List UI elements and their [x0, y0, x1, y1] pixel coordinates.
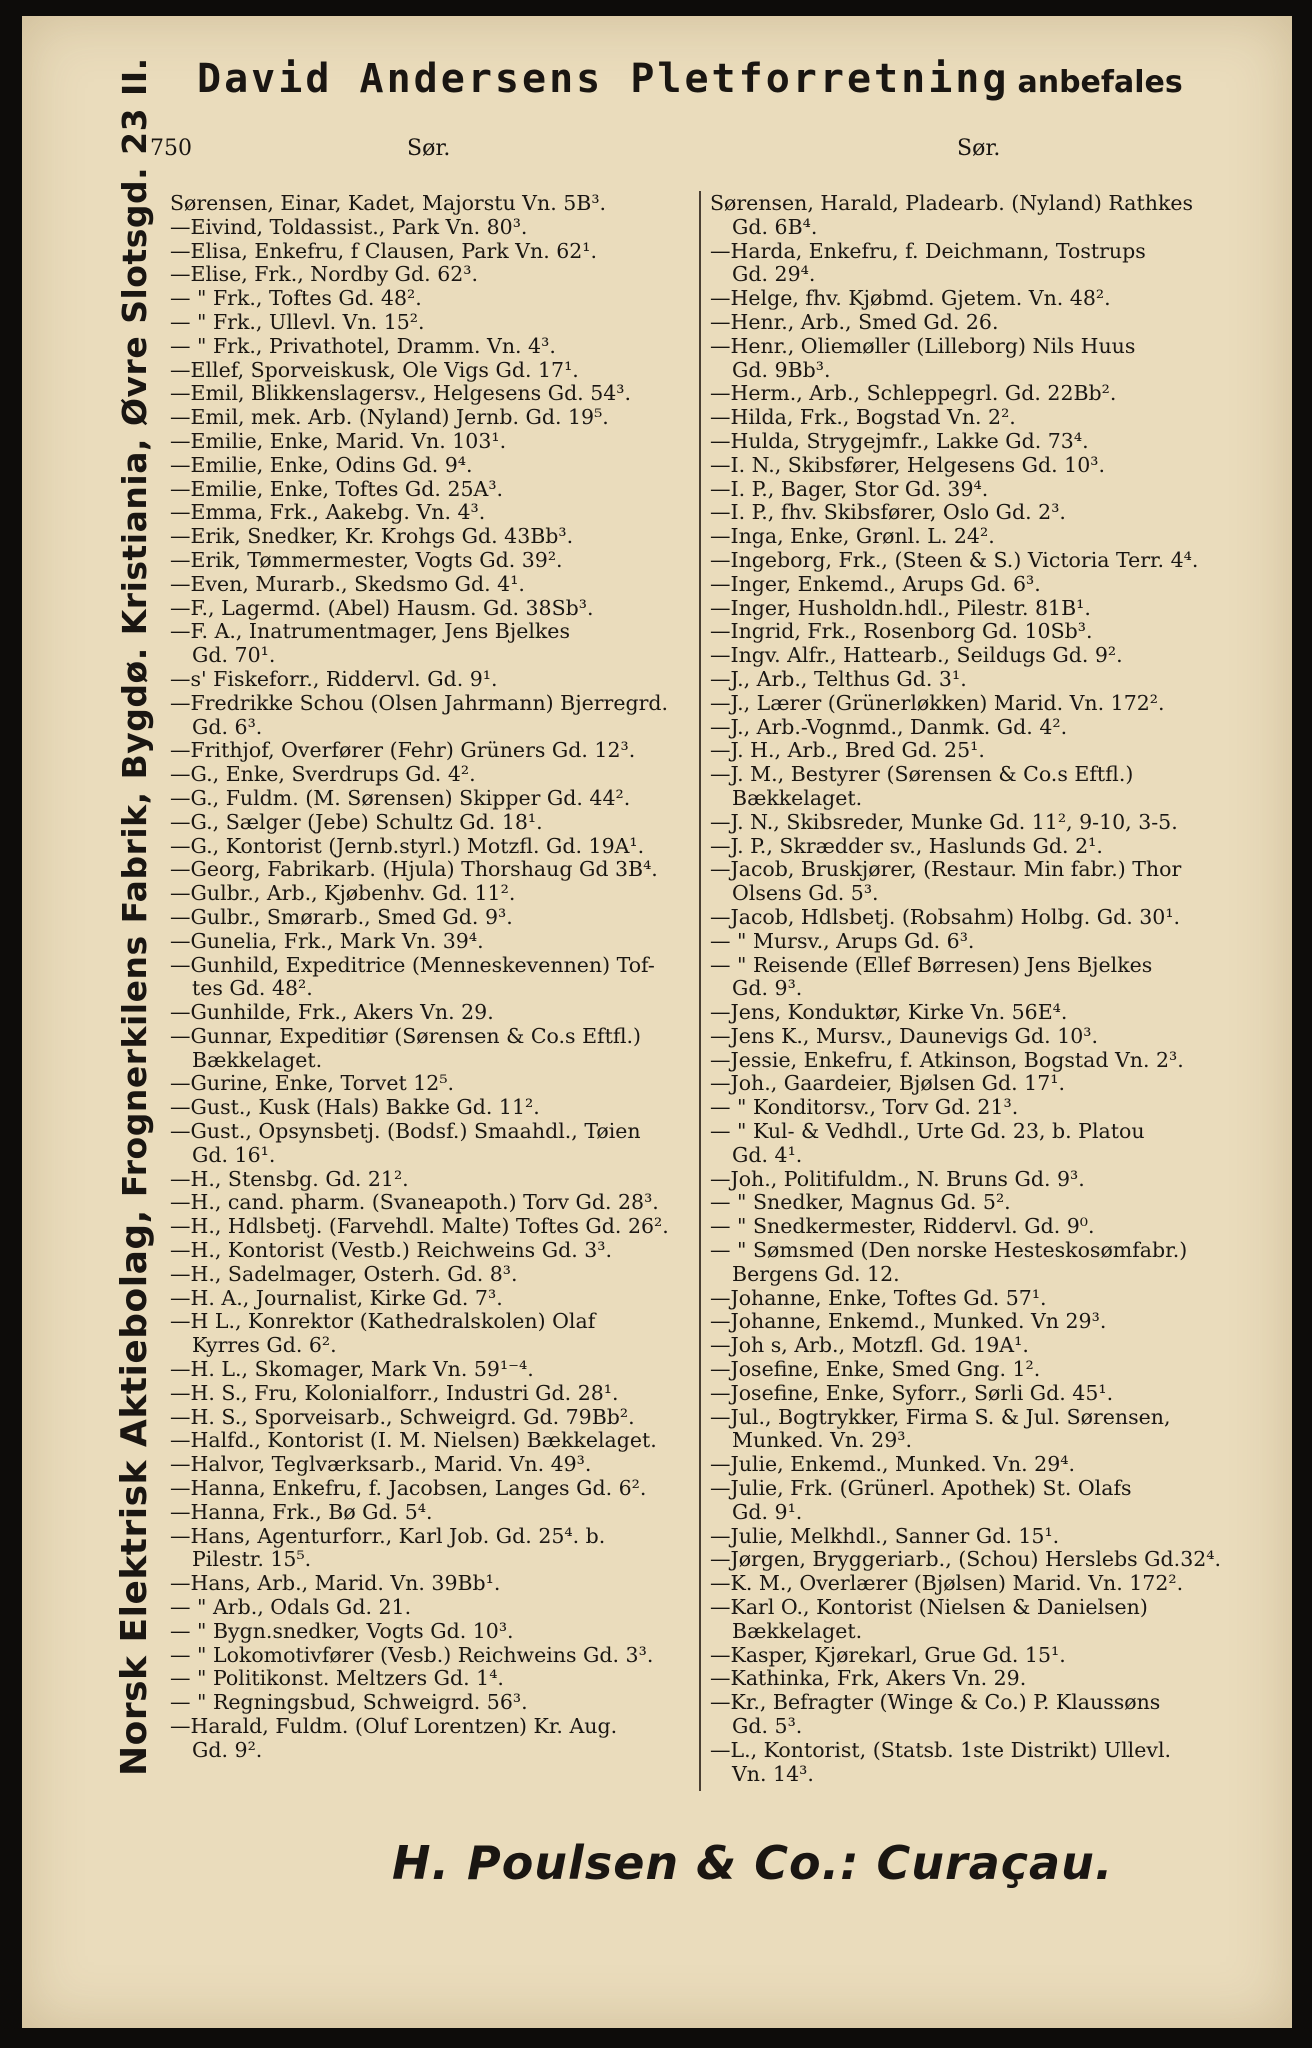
entry-line: — " Snedker, Magnus Gd. 5². [710, 1190, 1011, 1215]
directory-entry [170, 525, 690, 549]
entry-line: —J., Lærer (Grünerløkken) Marid. Vn. 172². [710, 690, 1165, 715]
entry-line: —I. P., Bager, Stor Gd. 39⁴. [710, 476, 989, 501]
top-advert-banner [197, 56, 1237, 102]
entry-line: —Kathinka, Frk, Akers Vn. 29. [710, 1666, 1027, 1691]
side-advert [114, 57, 155, 1776]
entry-line: —Jul., Bogtrykker, Firma S. & Jul. Sørensen, [710, 1404, 1171, 1429]
directory-entry [170, 858, 690, 882]
directory-entry [710, 1358, 1262, 1382]
entry-line: —Hilda, Frk., Bogstad Vn. 2². [710, 405, 1016, 430]
directory-entry [170, 1453, 690, 1477]
side-advert-bold: Norsk Elektrisk Aktiebolag, [114, 1209, 155, 1776]
top-advert-main: David Andersens Pletforretning [197, 56, 1010, 102]
directory-entry [710, 692, 1262, 716]
directory-entry [710, 430, 1262, 454]
directory-entry [710, 763, 1262, 811]
entry-line: —Gunhild, Expeditrice (Menneskevennen) Tof- [170, 952, 655, 977]
entry-line: —J. M., Bestyrer (Sørensen & Co.s Eftfl.) [710, 762, 1134, 787]
entry-line: —F., Lagermd. (Abel) Hausm. Gd. 38Sb³. [170, 595, 594, 620]
directory-entry [170, 1096, 690, 1120]
entry-line: —Jens K., Mursv., Daunevigs Gd. 10³. [710, 1023, 1099, 1048]
directory-entry [170, 1215, 690, 1239]
entry-line: —Josefine, Enke, Syforr., Sørli Gd. 45¹. [710, 1380, 1114, 1405]
entry-line: —Kr., Befragter (Winge & Co.) P. Klaussøns [710, 1690, 1161, 1715]
directory-entry [170, 1120, 690, 1168]
entry-continuation: Bækkelaget. [192, 1047, 323, 1072]
entry-line: —Harda, Enkefru, f. Deichmann, Tostrups [710, 238, 1146, 263]
directory-entry [170, 1358, 690, 1382]
entry-continuation: Bækkelaget. [732, 785, 863, 810]
directory-entry [710, 1168, 1262, 1192]
entry-line: —Jessie, Enkefru, f. Atkinson, Bogstad Vn. 2³. [710, 1047, 1184, 1072]
directory-entry [710, 716, 1262, 740]
directory-entry [710, 1310, 1262, 1334]
entry-line: —Jørgen, Bryggeriarb., (Schou) Herslebs Gd.32⁴. [710, 1547, 1222, 1572]
right-column [710, 192, 1262, 1786]
entry-line: —Hans, Arb., Marid. Vn. 39Bb¹. [170, 1571, 501, 1596]
directory-entry [710, 1691, 1262, 1739]
entry-line: —Henr., Oliemøller (Lilleborg) Nils Huus [710, 333, 1136, 358]
entry-line: —Gust., Kusk (Hals) Bakke Gd. 11². [170, 1095, 540, 1120]
directory-entry [170, 1001, 690, 1025]
entry-line: —Johanne, Enke, Toftes Gd. 57¹. [710, 1285, 1047, 1310]
directory-entry [170, 668, 690, 692]
entry-line: —Hulda, Strygejmfr., Lakke Gd. 73⁴. [710, 428, 1089, 453]
directory-entry [710, 240, 1262, 288]
entry-line: —H. A., Journalist, Kirke Gd. 7³. [170, 1285, 503, 1310]
entry-line: —Emil, Blikkenslagersv., Helgesens Gd. 54³. [170, 381, 632, 406]
left-column-heading: Sør. [407, 136, 451, 161]
directory-entry [710, 1215, 1262, 1239]
directory-entry [170, 1072, 690, 1096]
entry-line: —Hans, Agenturforr., Karl Job. Gd. 25⁴. b. [170, 1523, 606, 1548]
directory-entry [710, 1239, 1262, 1287]
directory-entry [170, 739, 690, 763]
directory-entry [710, 311, 1262, 335]
entry-line: —L., Kontorist, (Statsb. 1ste Distrikt) Ullevl. [710, 1737, 1172, 1762]
entry-line: —H L., Konrektor (Kathedralskolen) Olaf [170, 1309, 596, 1334]
entry-continuation: Gd. 70¹. [192, 643, 276, 668]
directory-entry [710, 1096, 1262, 1120]
directory-entry [710, 1477, 1262, 1525]
directory-entry [170, 311, 690, 335]
directory-entry [170, 906, 690, 930]
entry-line: —J., Arb.-Vognmd., Danmk. Gd. 4². [710, 714, 1068, 739]
entry-line: —H. S., Fru, Kolonialforr., Industri Gd. 28¹. [170, 1380, 619, 1405]
directory-entry [170, 454, 690, 478]
directory-entry [710, 1072, 1262, 1096]
entry-continuation: Gd. 6³. [192, 714, 263, 739]
entry-continuation: Gd. 9². [192, 1737, 263, 1762]
directory-entry [710, 1406, 1262, 1454]
directory-entry [170, 1477, 690, 1501]
entry-line: —I. P., fhv. Skibsfører, Oslo Gd. 2³. [710, 500, 1066, 525]
directory-entry [710, 1453, 1262, 1477]
entry-line: —H., Hdlsbetj. (Farvehdl. Malte) Toftes Gd. 26². [170, 1214, 669, 1239]
entry-line: —Ingeborg, Frk., (Steen & S.) Victoria Terr. 4⁴. [710, 547, 1199, 572]
entry-line: —Jacob, Hdlsbetj. (Robsahm) Holbg. Gd. 30¹. [710, 904, 1181, 929]
entry-line: — " Konditorsv., Torv Gd. 21³. [710, 1095, 1019, 1120]
entry-continuation: Gd. 4¹. [732, 1142, 803, 1167]
directory-entry [170, 1644, 690, 1668]
directory-entry [170, 811, 690, 835]
directory-page [22, 16, 1292, 2028]
entry-line: —Fredrikke Schou (Olsen Jahrmann) Bjerregrd. [170, 690, 669, 715]
entry-continuation: Bækkelaget. [732, 1618, 863, 1643]
directory-entry [710, 668, 1262, 692]
entry-continuation: Olsens Gd. 5³. [732, 881, 879, 906]
directory-entry [170, 930, 690, 954]
entry-line: —Julie, Melkhdl., Sanner Gd. 15¹. [710, 1523, 1060, 1548]
directory-entry [170, 406, 690, 430]
entry-line: — " Lokomotivfører (Vesb.) Reichweins Gd. 3³. [170, 1642, 654, 1667]
directory-entry [170, 1382, 690, 1406]
entry-line: —Henr., Arb., Smed Gd. 26. [710, 309, 999, 334]
directory-entry [710, 1287, 1262, 1311]
entry-continuation: Gd. 9¹. [732, 1499, 803, 1524]
top-advert-tail: anbefales [1017, 65, 1183, 100]
directory-entry [170, 787, 690, 811]
directory-entry [170, 1501, 690, 1525]
directory-entry [170, 1715, 690, 1763]
directory-entry [710, 811, 1262, 835]
entry-line: —Emilie, Enke, Odins Gd. 9⁴. [170, 452, 473, 477]
directory-entry [710, 858, 1262, 906]
entry-continuation: Bergens Gd. 12. [732, 1261, 900, 1286]
entry-line: —Ellef, Sporveiskusk, Ole Vigs Gd. 17¹. [170, 357, 579, 382]
entry-line: —Inger, Enkemd., Arups Gd. 6³. [710, 571, 1041, 596]
entry-line: —Gulbr., Smørarb., Smed Gd. 9³. [170, 904, 513, 929]
entry-continuation: Gd. 16¹. [192, 1142, 276, 1167]
directory-entry [710, 501, 1262, 525]
entry-line: —Gulbr., Arb., Kjøbenhv. Gd. 11². [170, 881, 516, 906]
directory-entry [710, 597, 1262, 621]
entry-line: —Hanna, Frk., Bø Gd. 5⁴. [170, 1499, 433, 1524]
entry-line: — " Regningsbud, Schweigrd. 56³. [170, 1690, 528, 1715]
entry-line: —G., Enke, Sverdrups Gd. 4². [170, 762, 476, 787]
entry-line: —G., Fuldm. (M. Sørensen) Skipper Gd. 44². [170, 785, 631, 810]
entry-line: —Josefine, Enke, Smed Gng. 1². [710, 1357, 1041, 1382]
side-advert-rest: Frognerkilens Fabrik, Bygdø. Kristiania, Øvre Slotsgd. 23 II. [115, 57, 154, 1210]
directory-entry [170, 763, 690, 787]
directory-entry [170, 1596, 690, 1620]
entry-line: — " Frk., Privathotel, Dramm. Vn. 4³. [170, 333, 556, 358]
entry-continuation: Munked. Vn. 29³. [732, 1428, 912, 1453]
entry-line: —Julie, Enkemd., Munked. Vn. 29⁴. [710, 1452, 1075, 1477]
entry-line: —Joh., Gaardeier, Bjølsen Gd. 17¹. [710, 1071, 1065, 1096]
directory-entry [710, 1572, 1262, 1596]
directory-entry [710, 835, 1262, 859]
directory-entry [170, 1572, 690, 1596]
entry-line: —H. S., Sporveisarb., Schweigrd. Gd. 79Bb². [170, 1404, 635, 1429]
entry-line: —G., Sælger (Jebe) Schultz Gd. 18¹. [170, 809, 543, 834]
directory-entry [170, 573, 690, 597]
directory-entry [170, 1025, 690, 1073]
directory-entry [710, 1667, 1262, 1691]
directory-entry [170, 1525, 690, 1573]
entry-line: —K. M., Overlærer (Bjølsen) Marid. Vn. 172². [710, 1571, 1184, 1596]
bottom-advert-banner: H. Poulsen & Co.: Curaçau. [392, 1836, 1114, 1890]
entry-line: —Erik, Tømmermester, Vogts Gd. 39². [170, 547, 563, 572]
entry-line: —J., Arb., Telthus Gd. 3¹. [710, 666, 967, 691]
directory-entry [710, 1596, 1262, 1644]
entry-line: —Ingv. Alfr., Hattearb., Seildugs Gd. 9². [710, 643, 1123, 668]
directory-entry [170, 335, 690, 359]
entry-line: Sørensen, Harald, Pladearb. (Nyland) Rathkes [710, 192, 1194, 215]
entry-line: —H., Sadelmager, Osterh. Gd. 8³. [170, 1261, 518, 1286]
directory-entry [710, 1548, 1262, 1572]
entry-line: —Gurine, Enke, Torvet 12⁵. [170, 1071, 455, 1096]
directory-entry [710, 954, 1262, 1002]
directory-entry [710, 1382, 1262, 1406]
directory-entry [170, 216, 690, 240]
entry-line: —Gunhilde, Frk., Akers Vn. 29. [170, 1000, 494, 1025]
directory-entry [710, 287, 1262, 311]
directory-entry [170, 382, 690, 406]
entry-line: — " Reisende (Ellef Børresen) Jens Bjelkes [710, 952, 1153, 977]
entry-line: —Emilie, Enke, Toftes Gd. 25A³. [170, 476, 504, 501]
entry-line: —Erik, Snedker, Kr. Krohgs Gd. 43Bb³. [170, 524, 574, 549]
entry-line: — " Bygn.snedker, Vogts Gd. 10³. [170, 1618, 514, 1643]
entry-continuation: Gd. 29⁴. [732, 262, 816, 287]
directory-entry [170, 835, 690, 859]
entry-line: —Eivind, Toldassist., Park Vn. 80³. [170, 214, 528, 239]
directory-entry [710, 335, 1262, 383]
directory-entry [710, 1049, 1262, 1073]
entry-line: —Elisa, Enkefru, f Clausen, Park Vn. 62¹. [170, 238, 598, 263]
entry-line: — " Frk., Toftes Gd. 48². [170, 286, 422, 311]
directory-entry [170, 1429, 690, 1453]
directory-entry [170, 597, 690, 621]
directory-entry [170, 549, 690, 573]
directory-entry [170, 1239, 690, 1263]
directory-entry [710, 573, 1262, 597]
entry-line: —J. H., Arb., Bred Gd. 25¹. [710, 738, 985, 763]
entry-line: —Jens, Konduktør, Kirke Vn. 56E⁴. [710, 1000, 1068, 1025]
directory-entry [170, 192, 690, 216]
entry-line: —Gust., Opsynsbetj. (Bodsf.) Smaahdl., Tøien [170, 1119, 641, 1144]
entry-line: — " Frk., Ullevl. Vn. 15². [170, 309, 425, 334]
directory-entry [710, 1191, 1262, 1215]
entry-line: —J. P., Skrædder sv., Haslunds Gd. 2¹. [710, 833, 1103, 858]
directory-entry [710, 1525, 1262, 1549]
entry-line: —Inger, Husholdn.hdl., Pilestr. 81B¹. [710, 595, 1091, 620]
directory-entry [710, 478, 1262, 502]
directory-entry [710, 739, 1262, 763]
entry-line: —Gunnar, Expeditiør (Sørensen & Co.s Eftfl.) [170, 1023, 642, 1048]
directory-entry [170, 1406, 690, 1430]
entry-line: —Karl O., Kontorist (Nielsen & Danielsen) [710, 1595, 1148, 1620]
directory-entry [710, 549, 1262, 573]
entry-line: —Hanna, Enkefru, f. Jacobsen, Langes Gd. 6². [170, 1476, 647, 1501]
entry-line: — " Politikonst. Meltzers Gd. 1⁴. [170, 1666, 504, 1691]
entry-line: —s' Fiskeforr., Riddervl. Gd. 9¹. [170, 666, 498, 691]
directory-entry [170, 287, 690, 311]
entry-line: —Emil, mek. Arb. (Nyland) Jernb. Gd. 19⁵. [170, 405, 609, 430]
entry-line: —Emilie, Enke, Marid. Vn. 103¹. [170, 428, 507, 453]
entry-line: — " Snedkermester, Riddervl. Gd. 9⁰. [710, 1214, 1095, 1239]
entry-continuation: Vn. 14³. [732, 1761, 814, 1786]
directory-entry [710, 906, 1262, 930]
directory-entry [710, 406, 1262, 430]
entry-continuation: tes Gd. 48². [192, 976, 313, 1001]
directory-entry [170, 1667, 690, 1691]
directory-entry [170, 1191, 690, 1215]
directory-entry [170, 1310, 690, 1358]
directory-entry [170, 1620, 690, 1644]
entry-continuation: Gd. 9Bb³. [732, 357, 831, 382]
entry-line: —I. N., Skibsfører, Helgesens Gd. 10³. [710, 452, 1105, 477]
directory-entry [170, 478, 690, 502]
entry-line: —Herm., Arb., Schleppegrl. Gd. 22Bb². [710, 381, 1117, 406]
entry-line: —H., cand. pharm. (Svaneapoth.) Torv Gd. 28³. [170, 1190, 659, 1215]
entry-line: —Joh s, Arb., Motzfl. Gd. 19A¹. [710, 1333, 1029, 1358]
directory-entry [710, 1001, 1262, 1025]
directory-entry [710, 382, 1262, 406]
entry-line: —Johanne, Enkemd., Munked. Vn 29³. [710, 1309, 1107, 1334]
entry-line: —G., Kontorist (Jernb.styrl.) Motzfl. Gd. 19A¹. [170, 833, 645, 858]
directory-entry [170, 501, 690, 525]
entry-line: —H. L., Skomager, Mark Vn. 59¹⁻⁴. [170, 1357, 534, 1382]
page-number: 750 [150, 136, 192, 161]
directory-entry [710, 1739, 1262, 1787]
directory-entry [710, 1644, 1262, 1668]
entry-line: —Emma, Frk., Aakebg. Vn. 4³. [170, 500, 486, 525]
entry-line: —Georg, Fabrikarb. (Hjula) Thorshaug Gd 3B⁴. [170, 857, 658, 882]
directory-entry [170, 1691, 690, 1715]
entry-line: — " Kul- & Vedhdl., Urte Gd. 23, b. Platou [710, 1119, 1145, 1144]
directory-entry [170, 240, 690, 264]
right-column-heading: Sør. [957, 136, 1001, 161]
entry-line: —Ingrid, Frk., Rosenborg Gd. 10Sb³. [710, 619, 1093, 644]
entry-line: —H., Stensbg. Gd. 21². [170, 1166, 409, 1191]
directory-entry [170, 1287, 690, 1311]
directory-entry [170, 692, 690, 740]
entry-line: —Frithjof, Overfører (Fehr) Grüners Gd. 12³. [170, 738, 636, 763]
directory-entry [710, 1025, 1262, 1049]
entry-line: —Joh., Politifuldm., N. Bruns Gd. 9³. [710, 1166, 1085, 1191]
entry-line: —Gunelia, Frk., Mark Vn. 39⁴. [170, 928, 484, 953]
directory-entry [710, 930, 1262, 954]
entry-line: — " Mursv., Arups Gd. 6³. [710, 928, 975, 953]
directory-entry [710, 192, 1262, 240]
entry-continuation: Gd. 5³. [732, 1714, 803, 1738]
entry-line: —Even, Murarb., Skedsmo Gd. 4¹. [170, 571, 525, 596]
entry-line: —H., Kontorist (Vestb.) Reichweins Gd. 3³. [170, 1238, 613, 1263]
directory-entry [170, 620, 690, 668]
directory-entry [710, 620, 1262, 644]
entry-line: — " Arb., Odals Gd. 21. [170, 1595, 412, 1620]
entry-continuation: Pilestr. 15⁵. [192, 1547, 312, 1572]
directory-entry [170, 954, 690, 1002]
entry-line: —Kasper, Kjørekarl, Grue Gd. 15¹. [710, 1642, 1066, 1667]
entry-line: Sørensen, Einar, Kadet, Majorstu Vn. 5B³. [170, 192, 607, 215]
entry-line: — " Sømsmed (Den norske Hesteskosømfabr.) [710, 1238, 1188, 1263]
directory-entry [170, 882, 690, 906]
directory-entry [710, 1120, 1262, 1168]
entry-continuation: Gd. 9³. [732, 976, 803, 1001]
directory-entry [710, 1334, 1262, 1358]
directory-entry [170, 1168, 690, 1192]
entry-line: —Jacob, Bruskjører, (Restaur. Min fabr.) Thor [710, 857, 1182, 882]
entry-line: —Julie, Frk. (Grünerl. Apothek) St. Olafs [710, 1476, 1132, 1501]
directory-entry [170, 263, 690, 287]
entry-line: —Helge, fhv. Kjøbmd. Gjetem. Vn. 48². [710, 286, 1111, 311]
directory-entry [170, 359, 690, 383]
entry-continuation: Gd. 6B⁴. [732, 214, 818, 239]
entry-line: —Halvor, Teglværksarb., Marid. Vn. 49³. [170, 1452, 592, 1477]
directory-entry [170, 1263, 690, 1287]
directory-entry [710, 525, 1262, 549]
entry-line: —J. N., Skibsreder, Munke Gd. 11², 9-10, 3-5. [710, 809, 1178, 834]
directory-entry [710, 644, 1262, 668]
entry-continuation: Kyrres Gd. 6². [192, 1333, 337, 1358]
entry-line: —Harald, Fuldm. (Oluf Lorentzen) Kr. Aug. [170, 1714, 618, 1738]
entry-line: —Halfd., Kontorist (I. M. Nielsen) Bækkelaget. [170, 1428, 657, 1453]
column-divider [699, 191, 701, 1791]
directory-entry [170, 430, 690, 454]
entry-line: —F. A., Inatrumentmager, Jens Bjelkes [170, 619, 570, 644]
directory-entry [710, 454, 1262, 478]
entry-line: —Elise, Frk., Nordby Gd. 62³. [170, 262, 479, 287]
left-column [170, 192, 690, 1763]
entry-line: —Inga, Enke, Grønl. L. 24². [710, 524, 995, 549]
